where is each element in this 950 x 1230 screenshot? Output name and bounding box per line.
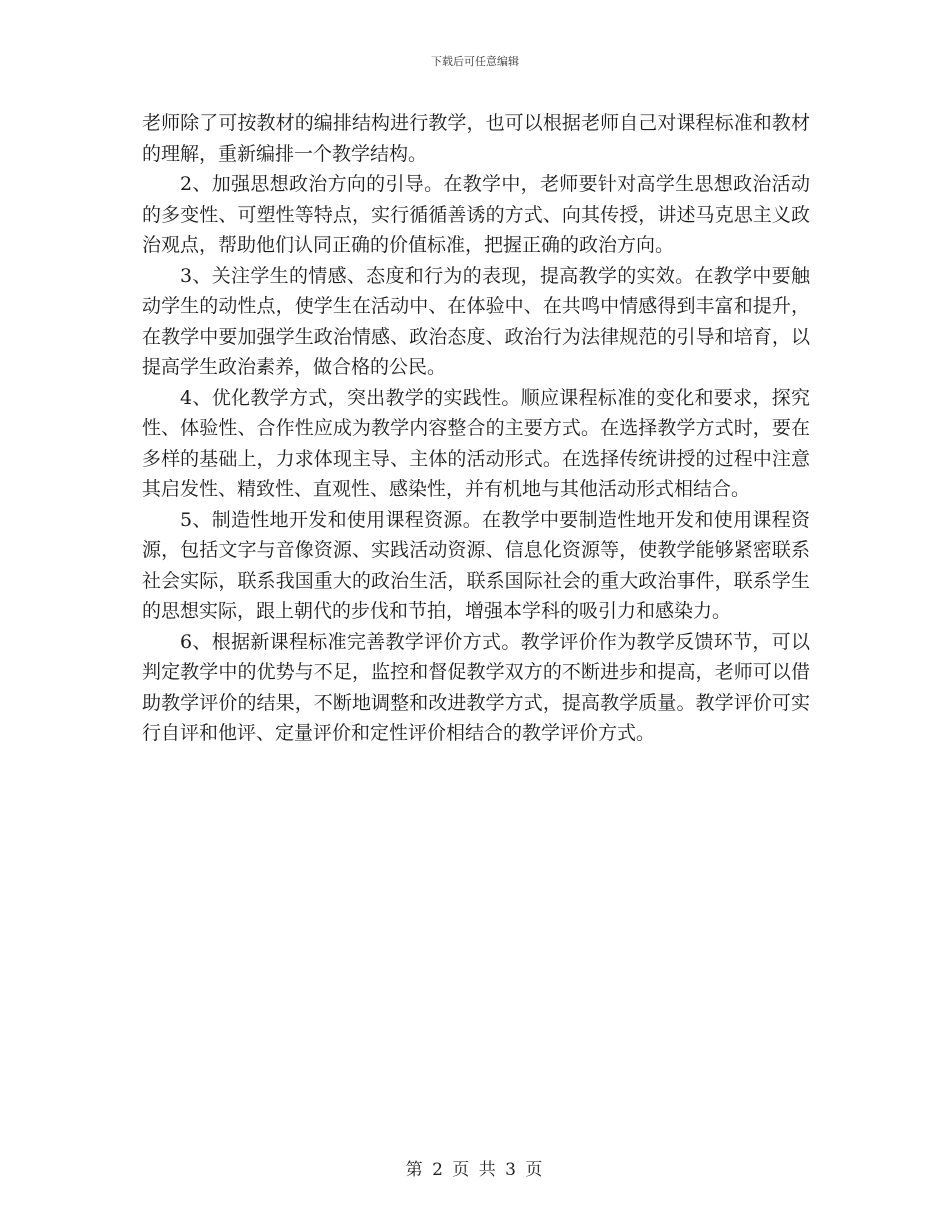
document-body — [142, 108, 810, 749]
page-number: 第 2 页 共 3 页 — [405, 1160, 545, 1180]
page-header-note: 下载后可任意编辑 — [431, 55, 519, 68]
paragraph-item-3: 3、关注学生的情感、态度和行为的表现，提高教学的实效。在教学中要触动学生的动性点，使学生在活动中、在体验中、在共鸣中情感得到丰富和提升，在教学中要加强学生政治情感、政治态度、政治行为法律规范的引导和培育，以提高学生政治素养，做合格的公民。 — [142, 264, 810, 378]
paragraph-continuation: 老师除了可按教材的编排结构进行教学，也可以根据老师自己对课程标准和教材的理解，重新编排一个教学结构。 — [142, 112, 810, 165]
paragraph-item-2: 2、加强思想政治方向的引导。在教学中，老师要针对高学生思想政治活动的多变性、可塑性等特点，实行循循善诱的方式、向其传授，讲述马克思主义政治观点，帮助他们认同正确的价值标准，把握正确的政治方向。 — [142, 173, 810, 256]
paragraph-item-4: 4、优化教学方式，突出教学的实践性。顺应课程标准的变化和要求，探究性、体验性、合作性应成为教学内容整合的主要方式。在选择教学方式时，要在多样的基础上，力求体现主导、主体的活动形式。在选择传统讲授的过程中注意其启发性、精致性、直观性、感染性，并有机地与其他活动形式相结合。 — [142, 386, 810, 500]
paragraph-item-5: 5、制造性地开发和使用课程资源。在教学中要制造性地开发和使用课程资源，包括文字与音像资源、实践活动资源、信息化资源等，使教学能够紧密联系社会实际，联系我国重大的政治生活，联系国际社会的重大政治事件，联系学生的思想实际，跟上朝代的步伐和节拍，增强本学科的吸引力和感染力。 — [142, 508, 810, 622]
paragraph-item-6: 6、根据新课程标准完善教学评价方式。教学评价作为教学反馈环节，可以判定教学中的优势与不足，监控和督促教学双方的不断进步和提高，老师可以借助教学评价的结果，不断地调整和改进教学方式，提高教学质量。教学评价可实行自评和他评、定量评价和定性评价相结合的教学评价方式。 — [142, 630, 810, 744]
